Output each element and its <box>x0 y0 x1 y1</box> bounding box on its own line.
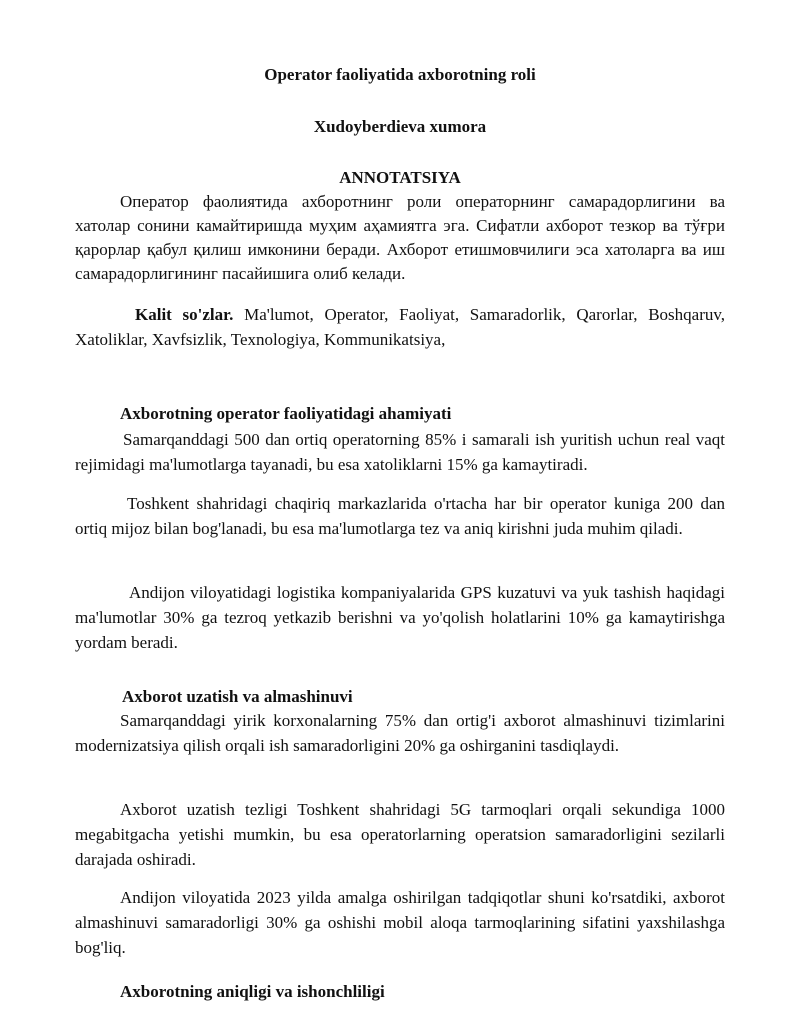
section-2-paragraph-1: Samarqanddagi yirik korxonalarning 75% dan ortig'i axborot almashinuvi tizimlarini modernizatsiya qilish orqali ish samaradorligini 20% ga oshirganini tasdiqlaydi. <box>75 711 725 755</box>
section-1-paragraph-1: Samarqanddagi 500 dan ortiq operatorning 85% i samarali ish yuritish uchun real vaqt rejimidagi ma'lumotlarga tayanadi, bu esa xatoliklarni 15% ga kamaytiradi. <box>75 430 725 474</box>
section-heading-2: Axborot uzatish va almashinuvi <box>122 687 353 706</box>
section-2-paragraph-2: Axborot uzatish tezligi Toshkent shahridagi 5G tarmoqlari orqali sekundiga 1000 megabitgacha yetishi mumkin, bu esa operatorlarning operatsion samaradorligini sezilarli darajada oshiradi. <box>75 800 725 869</box>
keywords-paragraph <box>75 302 725 352</box>
keywords-text: Ma'lumot, Operator, Faoliyat, Samaradorlik, Qarorlar, Boshqaruv, Xatoliklar, Xavfsizlik, Texnologiya, Kommunikatsiya, <box>75 305 725 349</box>
section-1-paragraph-3: Andijon viloyatidagi logistika kompaniyalarida GPS kuzatuvi va yuk tashish haqidagi ma'lumotlar 30% ga tezroq yetkazib berishni va yo'qolish holatlarini 10% ga kamaytirishga yordam beradi. <box>75 583 725 652</box>
section-2-paragraph-3: Andijon viloyatida 2023 yilda amalga oshirilgan tadqiqotlar shuni ko'rsatdiki, axborot almashinuvi samaradorligi 30% ga oshishi mobil aloqa tarmoqlarining sifatini yaxshilashga bog'liq. <box>75 888 725 957</box>
author-name: Xudoyberdieva xumora <box>313 117 487 136</box>
annotation-heading: ANNOTATSIYA <box>339 168 461 187</box>
section-1-paragraph-2: Toshkent shahridagi chaqiriq markazlarida o'rtacha har bir operator kuniga 200 dan ortiq mijoz bilan bog'lanadi, bu esa ma'lumotlarga tez va aniq kirishni juda muhim qiladi. <box>75 494 725 538</box>
section-heading-3: Axborotning aniqligi va ishonchliligi <box>120 982 385 1001</box>
keywords-label: Kalit so'zlar. <box>135 305 234 324</box>
section-heading-1: Axborotning operator faoliyatidagi ahamiyati <box>120 404 452 423</box>
document-title: Operator faoliyatida axborotning roli <box>264 65 536 84</box>
annotation-text: Оператор фаолиятида ахборотнинг роли операторнинг самарадорлигини ва хатолар сонини камайтиришда муҳим аҳамиятга эга. Сифатли ахборот тезкор ва тўғри қарорлар қабул қилиш имконини беради. Ахборот етишмовчилиги эса хатоларга ва иш самарадорлигининг пасайишига олиб келади. <box>75 192 725 283</box>
